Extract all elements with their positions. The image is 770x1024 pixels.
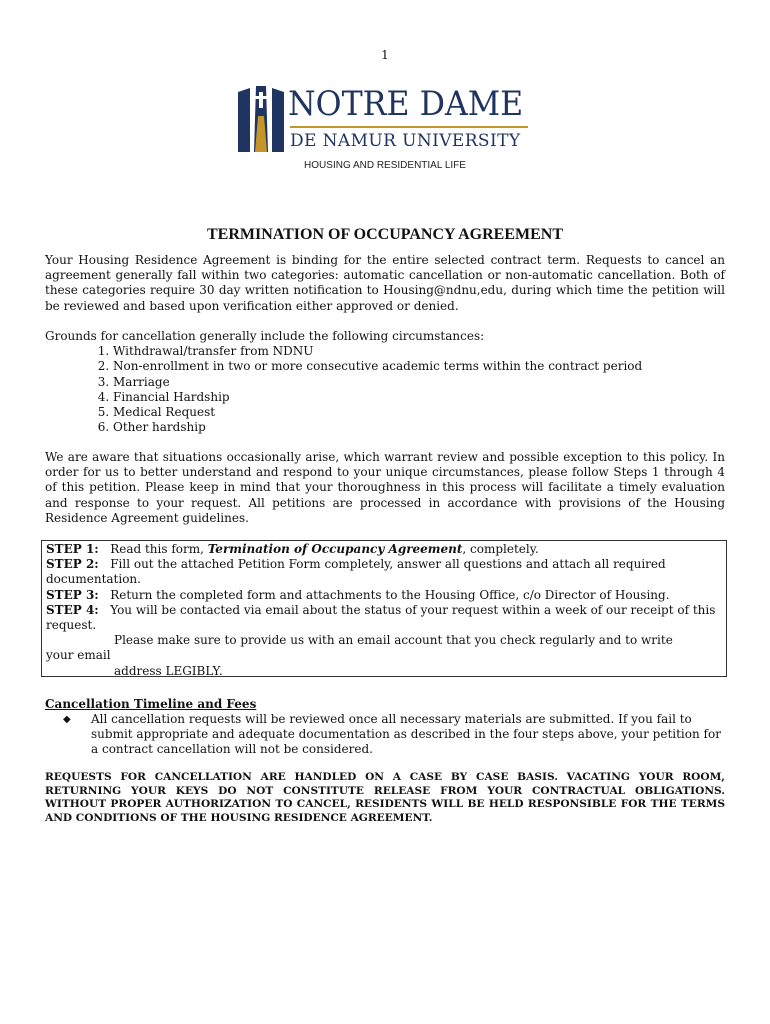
step-1-post: , completely. <box>462 542 539 556</box>
intro-paragraph: Your Housing Residence Agreement is binding for the entire selected contract term. Requests to cancel an agreement generally fall within two categories: automatic cancellation or non-automatic cancellation. Both of these categories require 30 day written notification to Housing@ndnu,edu, during which time the petition will be reviewed and based upon verification either approved or denied. <box>45 253 725 313</box>
list-item: 3. Marriage <box>113 375 725 390</box>
step-1-form-name: Termination of Occupancy Agreement <box>207 542 463 556</box>
list-item: 4. Financial Hardship <box>113 390 725 405</box>
logo-line-notre-dame: NOTRE DAME <box>288 84 524 124</box>
list-item: 5. Medical Request <box>113 405 725 420</box>
steps-box <box>41 540 727 677</box>
step-4-label: STEP 4: <box>46 602 99 617</box>
step-3-label: STEP 3: <box>46 587 99 602</box>
logo-subtitle: HOUSING AND RESIDENTIAL LIFE <box>304 160 466 171</box>
cancellation-bullet <box>63 712 723 758</box>
grounds-lead: Grounds for cancellation generally include the following circumstances: <box>45 329 485 343</box>
chapel-emblem-icon <box>238 86 284 152</box>
email-note-line-2: your email <box>46 648 111 663</box>
aware-paragraph: We are aware that situations occasionally arise, which warrant review and possible exception to this policy. In order for us to better understand and respond to your unique circumstances, please follow Steps 1 through 4 of this petition. Please keep in mind that your thoroughness in this process will facilitate a timely evaluation and response to your request. All petitions are processed in accordance with provisions of the Housing Residence Agreement guidelines. <box>45 450 725 525</box>
university-logo <box>238 86 538 156</box>
email-note-line-1: Please make sure to provide us with an email account that you check regularly and to write <box>114 633 673 648</box>
step-1-label: STEP 1: <box>46 542 99 556</box>
step-4 <box>46 603 723 633</box>
cancellation-heading: Cancellation Timeline and Fees <box>45 697 257 711</box>
document-title: TERMINATION OF OCCUPANCY AGREEMENT <box>206 226 563 243</box>
logo-divider <box>290 126 528 128</box>
logo-line-namur-university: DE NAMUR UNIVERSITY <box>290 131 521 151</box>
step-1 <box>46 542 723 557</box>
step-1-pre: Read this form, <box>110 542 208 556</box>
step-2-text: Fill out the attached Petition Form completely, answer all questions and attach all required documentation. <box>46 557 666 587</box>
diamond-bullet-icon: ◆ <box>63 714 71 725</box>
step-4-text: You will be contacted via email about the status of your request within a week of our receipt of this request. <box>46 602 716 633</box>
list-item: 6. Other hardship <box>113 420 725 435</box>
list-item: 1. Withdrawal/transfer from NDNU <box>113 344 725 359</box>
grounds-section <box>45 329 725 435</box>
cancellation-warning: REQUESTS FOR CANCELLATION ARE HANDLED ON A CASE BY CASE BASIS. VACATING YOUR ROOM, RETURNING YOUR KEYS DO NOT CONSTITUTE RELEASE FROM YOUR CONTRACTUAL OBLIGATIONS. WITHOUT PROPER AUTHORIZATION TO CANCEL, RESIDENTS WILL BE HELD RESPONSIBLE FOR THE TERMS AND CONDITIONS OF THE HOUSING RESIDENCE AGREEMENT. <box>45 771 725 824</box>
page-number: 1 <box>381 48 389 62</box>
cancellation-bullet-text: All cancellation requests will be reviewed once all necessary materials are submitted. If you fail to submit appropriate and adequate documentation as described in the four steps above, your petition for a contract cancellation will not be considered. <box>91 712 721 757</box>
step-3 <box>46 588 723 603</box>
step-3-text: Return the completed form and attachments to the Housing Office, c/o Director of Housing. <box>110 587 670 602</box>
grounds-list <box>45 344 725 435</box>
step-2-label: STEP 2: <box>46 557 99 572</box>
step-2 <box>46 557 723 587</box>
email-note-line-3: address LEGIBLY. <box>114 663 223 678</box>
list-item: 2. Non-enrollment in two or more consecutive academic terms within the contract period <box>113 359 725 374</box>
